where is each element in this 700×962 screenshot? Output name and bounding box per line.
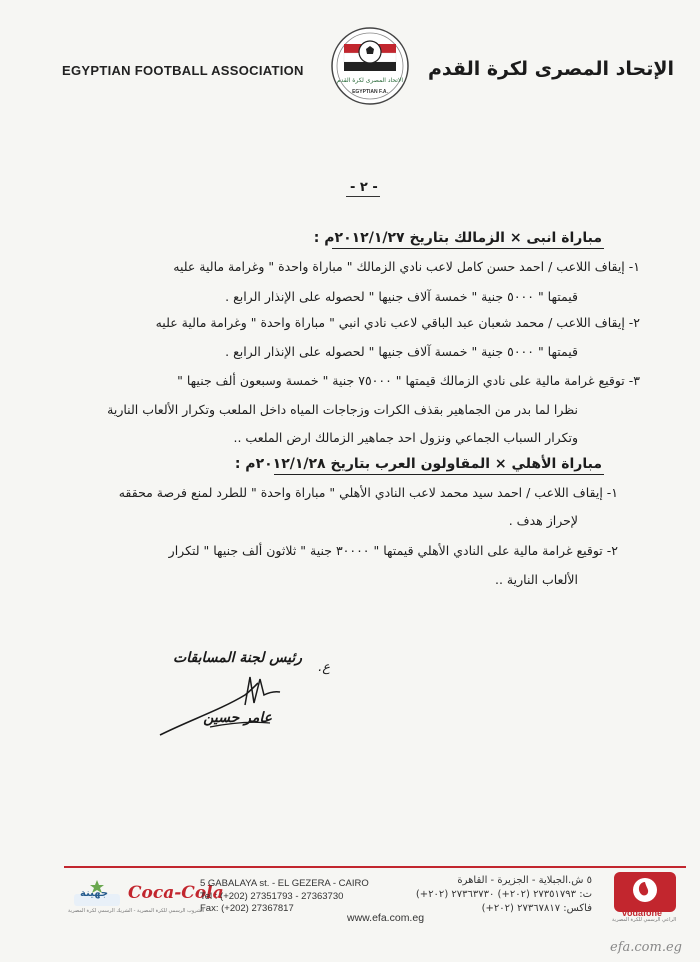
match1-line-3: ٢- إيقاف اللاعب / محمد شعبان عبد الباقي لاعب نادي انبي " مباراة واحدة " وغرامة مالية عليه — [155, 315, 640, 330]
match1-line-4: قيمتها " ٥٠٠٠ جنية " خمسة آلاف جنيها " لحصوله على الإنذار الرابع . — [225, 344, 578, 359]
telephone-line-arabic: ت: ٢٧٣٥١٧٩٣ (٢٠٢+) ٢٧٣٦٣٧٣٠ (٢٠٢+) — [415, 889, 592, 900]
logo-text-arabic: الاتحاد المصرى لكرة القدم — [336, 77, 404, 84]
page-number-rule — [346, 196, 380, 197]
vodafone-sponsor-caption: الراعي الرسمي للكرة المصرية — [612, 917, 677, 923]
match2-heading: مباراة الأهلي × المقاولون العرب بتاريخ ٢٠١٢/١/٢٨م : — [234, 456, 602, 472]
footer-address-english — [200, 878, 369, 916]
footer-website: www.efa.com.eg — [347, 912, 425, 924]
match1-line-5: ٣- توقيع غرامة مالية على نادي الزمالك قيمتها " ٧٥٠٠٠ جنية " خمسة وسبعون ألف جنيها " — [177, 373, 640, 388]
match1-line-1: ١- إيقاف اللاعب / احمد حسن كامل لاعب نادي الزمالك " مباراة واحدة " وغرامة مالية عليه — [173, 259, 640, 274]
match1-heading: مباراة انبى × الزمالك بتاريخ ٢٠١٢/١/٢٧م : — [313, 230, 602, 246]
fax-line: Fax: (+202) 27367817 — [200, 903, 294, 914]
handwritten-signature — [150, 665, 300, 745]
efa-logo — [330, 26, 410, 106]
juhayna-sponsor-caption: الشروب الرسمي للكرة المصرية - الشريك الرسمي لكرة المصرية — [68, 908, 205, 914]
vodafone-wordmark: vodafone — [622, 908, 663, 918]
match2-line-4: الألعاب النارية .. — [495, 572, 578, 587]
match2-line-2: لإحراز هدف . — [508, 513, 578, 528]
page-number: - ٢ - — [350, 180, 378, 195]
signature-title: رئيس لجنة المسابقات — [173, 650, 302, 666]
match1-line-2: قيمتها " ٥٠٠٠ جنية " خمسة آلاف جنيها " لحصوله على الإنذار الرابع . — [225, 289, 578, 304]
match2-line-3: ٢- توقيع غرامة مالية على النادي الأهلي قيمتها " ٣٠٠٠٠ جنية " ثلاثون ألف جنيها " لتكرار — [168, 543, 618, 558]
juhayna-wordmark: جهينة — [80, 888, 109, 899]
address-line-arabic: ٥ ش.الجبلاية - الجزيرة - القاهرة — [457, 875, 592, 886]
match1-heading-underline — [332, 248, 604, 249]
footer-divider — [64, 866, 686, 868]
match2-heading-underline — [274, 474, 604, 475]
logo-text-english: EGYPTIAN F.A. — [352, 89, 388, 95]
org-name-arabic: الإتحاد المصرى لكرة القدم — [428, 58, 674, 80]
match1-line-7: وتكرار السباب الجماعي ونزول احد جماهير الزمالك ارض الملعب .. — [233, 430, 578, 445]
fax-line-arabic: فاكس: ٢٧٣٦٧٨١٧ (٢٠٢+) — [481, 903, 592, 914]
footer-address-arabic — [416, 874, 592, 916]
address-line: 5 GABALAYA st. - EL GEZERA - CAIRO — [200, 878, 369, 889]
signature-prefix: ع. — [318, 660, 330, 675]
coca-cola-logo: Coca-Cola — [128, 883, 224, 903]
signatory-name: عامر حسين — [203, 710, 272, 726]
match2-line-1: ١- إيقاف اللاعب / احمد سيد محمد لاعب النادي الأهلي " مباراة واحدة " للطرد لمنع فرصة محققه — [118, 485, 618, 500]
telephone-line: Tel : (+202) 27351793 - 27363730 — [200, 890, 344, 902]
org-name-english: EGYPTIAN FOOTBALL ASSOCIATION — [62, 63, 304, 78]
site-watermark: efa.com.eg — [610, 940, 682, 955]
match1-line-6: نظرا لما بدر من الجماهير بقذف الكرات وزجاجات المياه داخل الملعب وتكرار الألعاب النارية — [107, 402, 578, 417]
